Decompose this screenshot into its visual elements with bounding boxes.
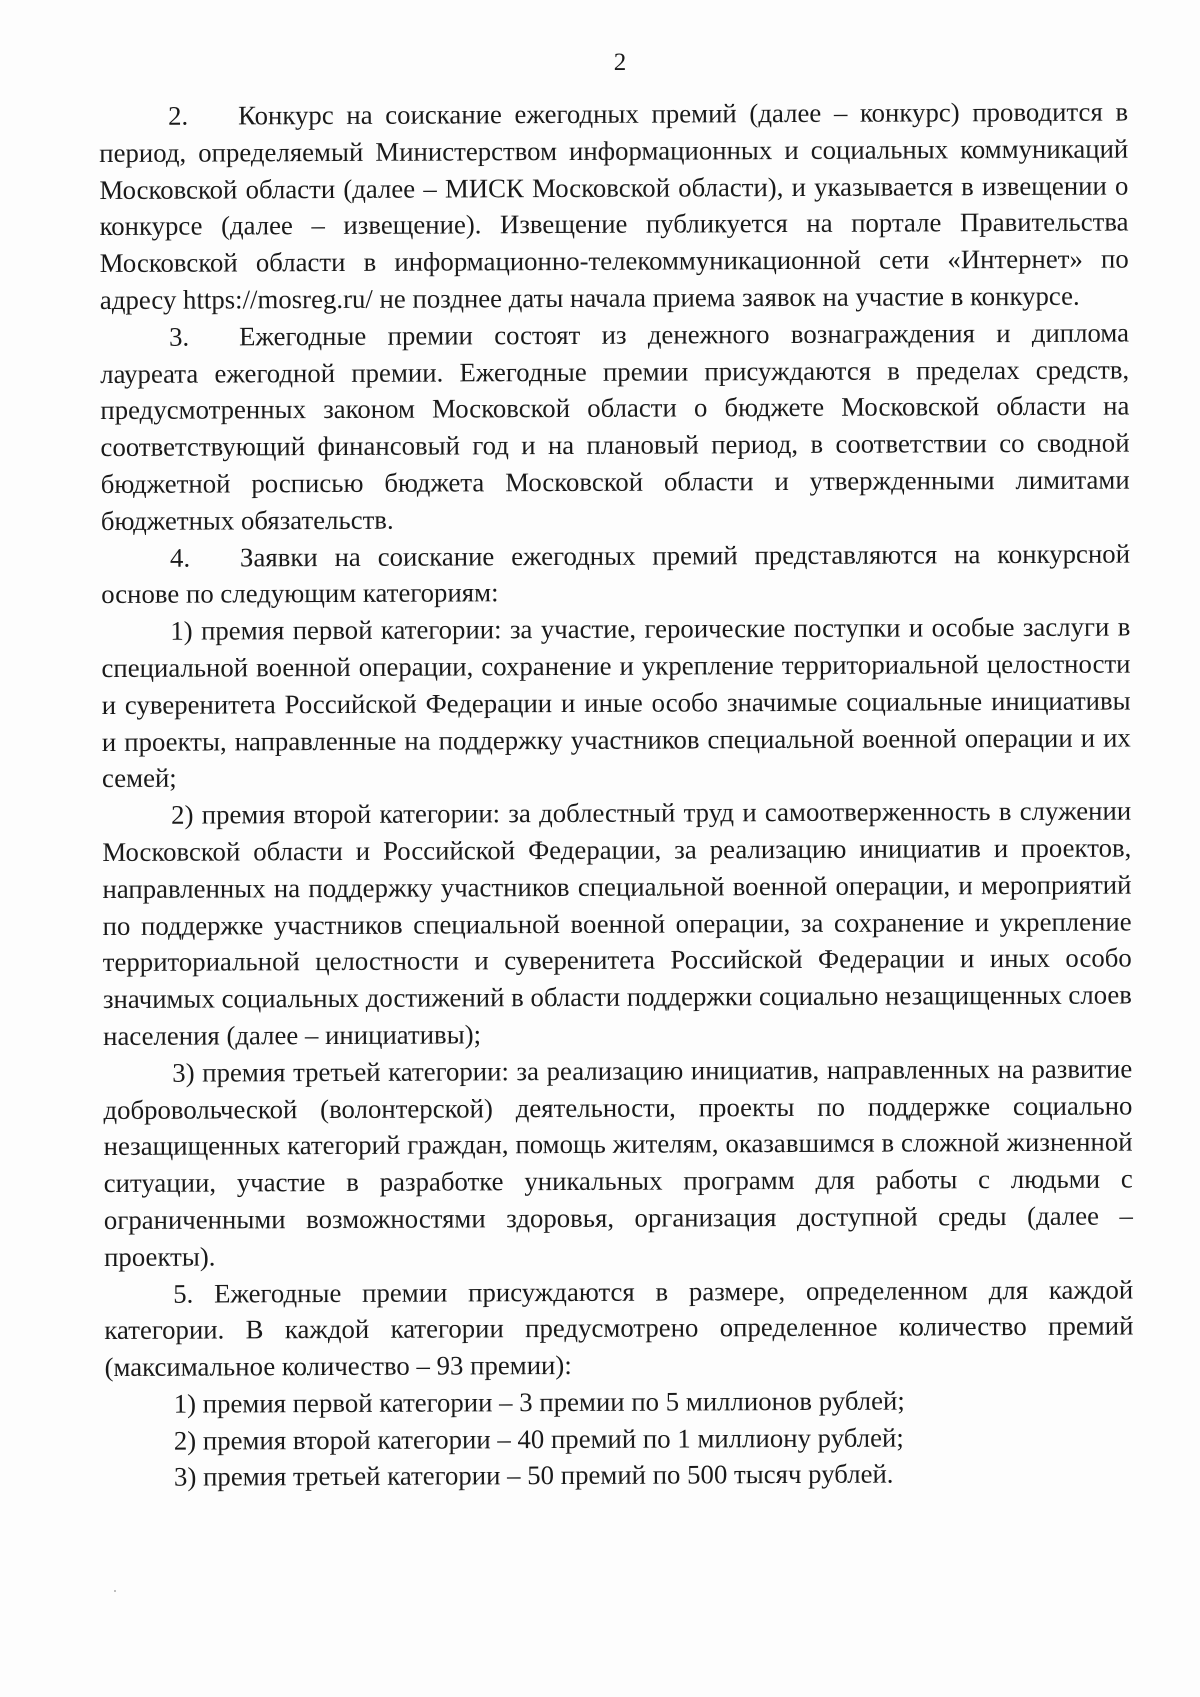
page-number: 2 <box>613 49 627 76</box>
paragraph-number: 3. <box>168 321 190 352</box>
paragraph-text: Конкурс на соискание ежегодных премий (далее – конкурс) проводится в период, определяемый Министерством информационных и социальных коммуникаций Московской области (далее – МИСК Московской области), и указывается в извещении о конкурсе (далее – извещение). Извещение публикуется на портале Правительства Московской области в информационно-телекоммуникационной сети «Интернет» по адресу https://mosreg.ru/ не позднее даты начала приема заявок на участие в конкурсе. <box>99 96 1129 315</box>
scan-speck <box>114 1590 116 1592</box>
paragraph-3 <box>100 314 1130 539</box>
paragraph-2 <box>99 94 1129 319</box>
document-body <box>99 94 1134 1497</box>
paragraph-number: 2. <box>168 100 189 131</box>
paragraph-number: 4. <box>169 542 191 573</box>
prize-item-2: 2) премия второй категории – 40 премий по 1 миллиону рублей; <box>173 1422 904 1456</box>
list-item-category-2: 2) премия второй категории: за доблестный труд и самоотверженность в служении Московской области и Российской Федерации, за реализацию инициатив и проектов, направленных на поддержку участников специальной военной операции, и мероприятий по поддержке участников специальной военной операции, за сохранение и укрепление территориальной целостности и суверенитета Российской Федерации и иных особо значимых социальных достижений в области поддержки социально незащищенных слоев населения (далее – инициативы); <box>102 795 1132 1051</box>
list-item-category-3: 3) премия третьей категории: за реализацию инициатив, направленных на развитие добровольческой (волонтерской) деятельности, проекты по поддержке социально незащищенных категорий граждан, помощь жителям, оказавшимся в сложной жизненной ситуации, участие в разработке уникальных программ для работы с людьми с ограниченными возможностями здоровья, организация доступной среды (далее – проекты). <box>103 1053 1133 1272</box>
paragraph-4 <box>101 535 1130 613</box>
paragraph-5: 5. Ежегодные премии присуждаются в размере, определенном для каждой категории. В каждой категории предусмотрено определенное количество премий (максимальное количество – 93 премии): <box>104 1273 1134 1383</box>
paragraph-text: Ежегодные премии состоят из денежного вознаграждения и диплома лауреата ежегодной премии. Ежегодные премии присуждаются в пределах средств, предусмотренных законом Московской области о бюджете Московской области на соответствующий финансовый год и на плановый период, в соответствии со сводной бюджетной росписью бюджета Московской области и утвержденными лимитами бюджетных обязательств. <box>100 317 1130 536</box>
prize-item-3: 3) премия третьей категории – 50 премий по 500 тысяч рублей. <box>173 1459 894 1493</box>
paragraph-text: Заявки на соискание ежегодных премий представляются на конкурсной основе по следующим категориям: <box>101 538 1131 610</box>
prize-item-1: 1) премия первой категории – 3 премии по 5 миллионов рублей; <box>173 1385 905 1419</box>
list-item-category-1: 1) премия первой категории: за участие, героические поступки и особые заслуги в специальной военной операции, сохранение и укрепление территориальной целостности и суверенитета Российской Федерации и иные особо значимые социальные инициативы и проекты, направленные на поддержку участников специальной военной операции и их семей; <box>101 611 1131 794</box>
